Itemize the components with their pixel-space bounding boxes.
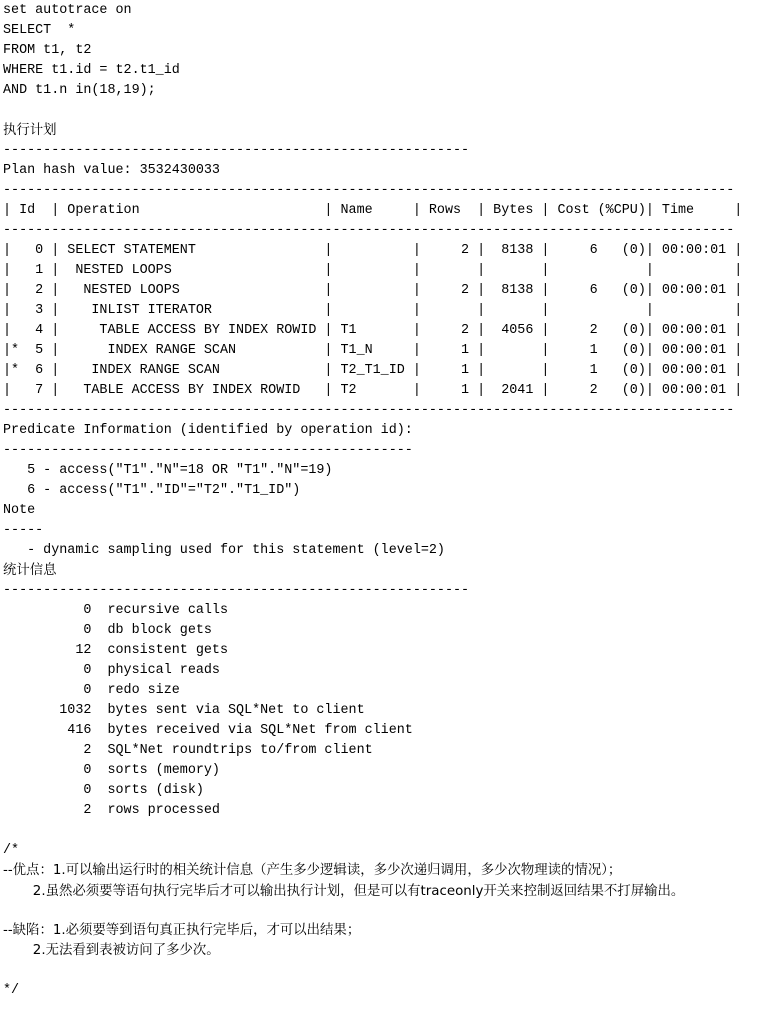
text-line: | 3 | INLIST ITERATOR | | | | | | <box>3 303 743 318</box>
text-line: 1032 bytes sent via SQL*Net to client <box>3 703 365 718</box>
text-line: 0 recursive calls <box>3 603 228 618</box>
text-line: 2.无法看到表被访问了多少次。 <box>3 943 220 958</box>
text-line: | 2 | NESTED LOOPS | | 2 | 8138 | 6 (0)| 00:00:01 | <box>3 283 743 298</box>
text-line: 2 rows processed <box>3 803 220 818</box>
text-line: AND t1.n in(18,19); <box>3 83 156 98</box>
blank-line <box>3 821 763 841</box>
text-line: | 7 | TABLE ACCESS BY INDEX ROWID | T2 | 1 | 2041 | 2 (0)| 00:00:01 | <box>3 383 743 398</box>
text-line: ---------------------------------------------------------- <box>3 143 470 158</box>
text-line: /* <box>3 843 20 858</box>
text-document <box>3 1 763 1001</box>
text-line: ---------------------------------------------------------- <box>3 583 470 598</box>
text-line: | 0 | SELECT STATEMENT | | 2 | 8138 | 6 (0)| 00:00:01 | <box>3 243 743 258</box>
text-line: ------------------------------------------------------------------------------------------- <box>3 223 735 238</box>
text-line: 0 physical reads <box>3 663 220 678</box>
text-line: |* 5 | INDEX RANGE SCAN | T1_N | 1 | | 1 (0)| 00:00:01 | <box>3 343 743 358</box>
text-line: 0 sorts (memory) <box>3 763 220 778</box>
text-line: WHERE t1.id = t2.t1_id <box>3 63 180 78</box>
text-line: 执行计划 <box>3 123 57 138</box>
text-line: 416 bytes received via SQL*Net from client <box>3 723 413 738</box>
text-line: Plan hash value: 3532430033 <box>3 163 220 178</box>
text-line: | 1 | NESTED LOOPS | | | | | | <box>3 263 743 278</box>
text-line: 0 redo size <box>3 683 180 698</box>
text-line: 0 db block gets <box>3 623 212 638</box>
text-line: |* 6 | INDEX RANGE SCAN | T2_T1_ID | 1 | | 1 (0)| 00:00:01 | <box>3 363 743 378</box>
text-line: 2.虽然必须要等语句执行完毕后才可以输出执行计划，但是可以有traceonly开关来控制返回结果不打屏输出。 <box>3 884 685 899</box>
blank-line <box>3 961 763 981</box>
text-line: */ <box>3 983 20 998</box>
text-line: ------------------------------------------------------------------------------------------- <box>3 403 735 418</box>
text-line: --优点：1.可以输出运行时的相关统计信息（产生多少逻辑读，多少次递归调用，多少次物理读的情况）； <box>3 863 622 878</box>
text-line: FROM t1, t2 <box>3 43 92 58</box>
text-line: | 4 | TABLE ACCESS BY INDEX ROWID | T1 | 2 | 4056 | 2 (0)| 00:00:01 | <box>3 323 743 338</box>
blank-line <box>3 901 763 921</box>
text-line: | Id | Operation | Name | Rows | Bytes | Cost (%CPU)| Time | <box>3 203 743 218</box>
text-line: ----- <box>3 523 44 538</box>
text-line: --缺陷：1.必须要等到语句真正执行完毕后，才可以出结果； <box>3 923 361 938</box>
text-line: 2 SQL*Net roundtrips to/from client <box>3 743 373 758</box>
text-line: --------------------------------------------------- <box>3 443 413 458</box>
blank-line <box>3 101 763 121</box>
text-line: 12 consistent gets <box>3 643 228 658</box>
text-line: 统计信息 <box>3 563 57 578</box>
text-line: set autotrace on <box>3 3 132 18</box>
text-line: - dynamic sampling used for this statement (level=2) <box>3 543 445 558</box>
text-line: 5 - access("T1"."N"=18 OR "T1"."N"=19) <box>3 463 333 478</box>
text-line: ------------------------------------------------------------------------------------------- <box>3 183 735 198</box>
text-line: 6 - access("T1"."ID"="T2"."T1_ID") <box>3 483 301 498</box>
text-line: Predicate Information (identified by operation id): <box>3 423 413 438</box>
text-line: SELECT * <box>3 23 76 38</box>
text-line: Note <box>3 503 36 518</box>
text-line: 0 sorts (disk) <box>3 783 204 798</box>
